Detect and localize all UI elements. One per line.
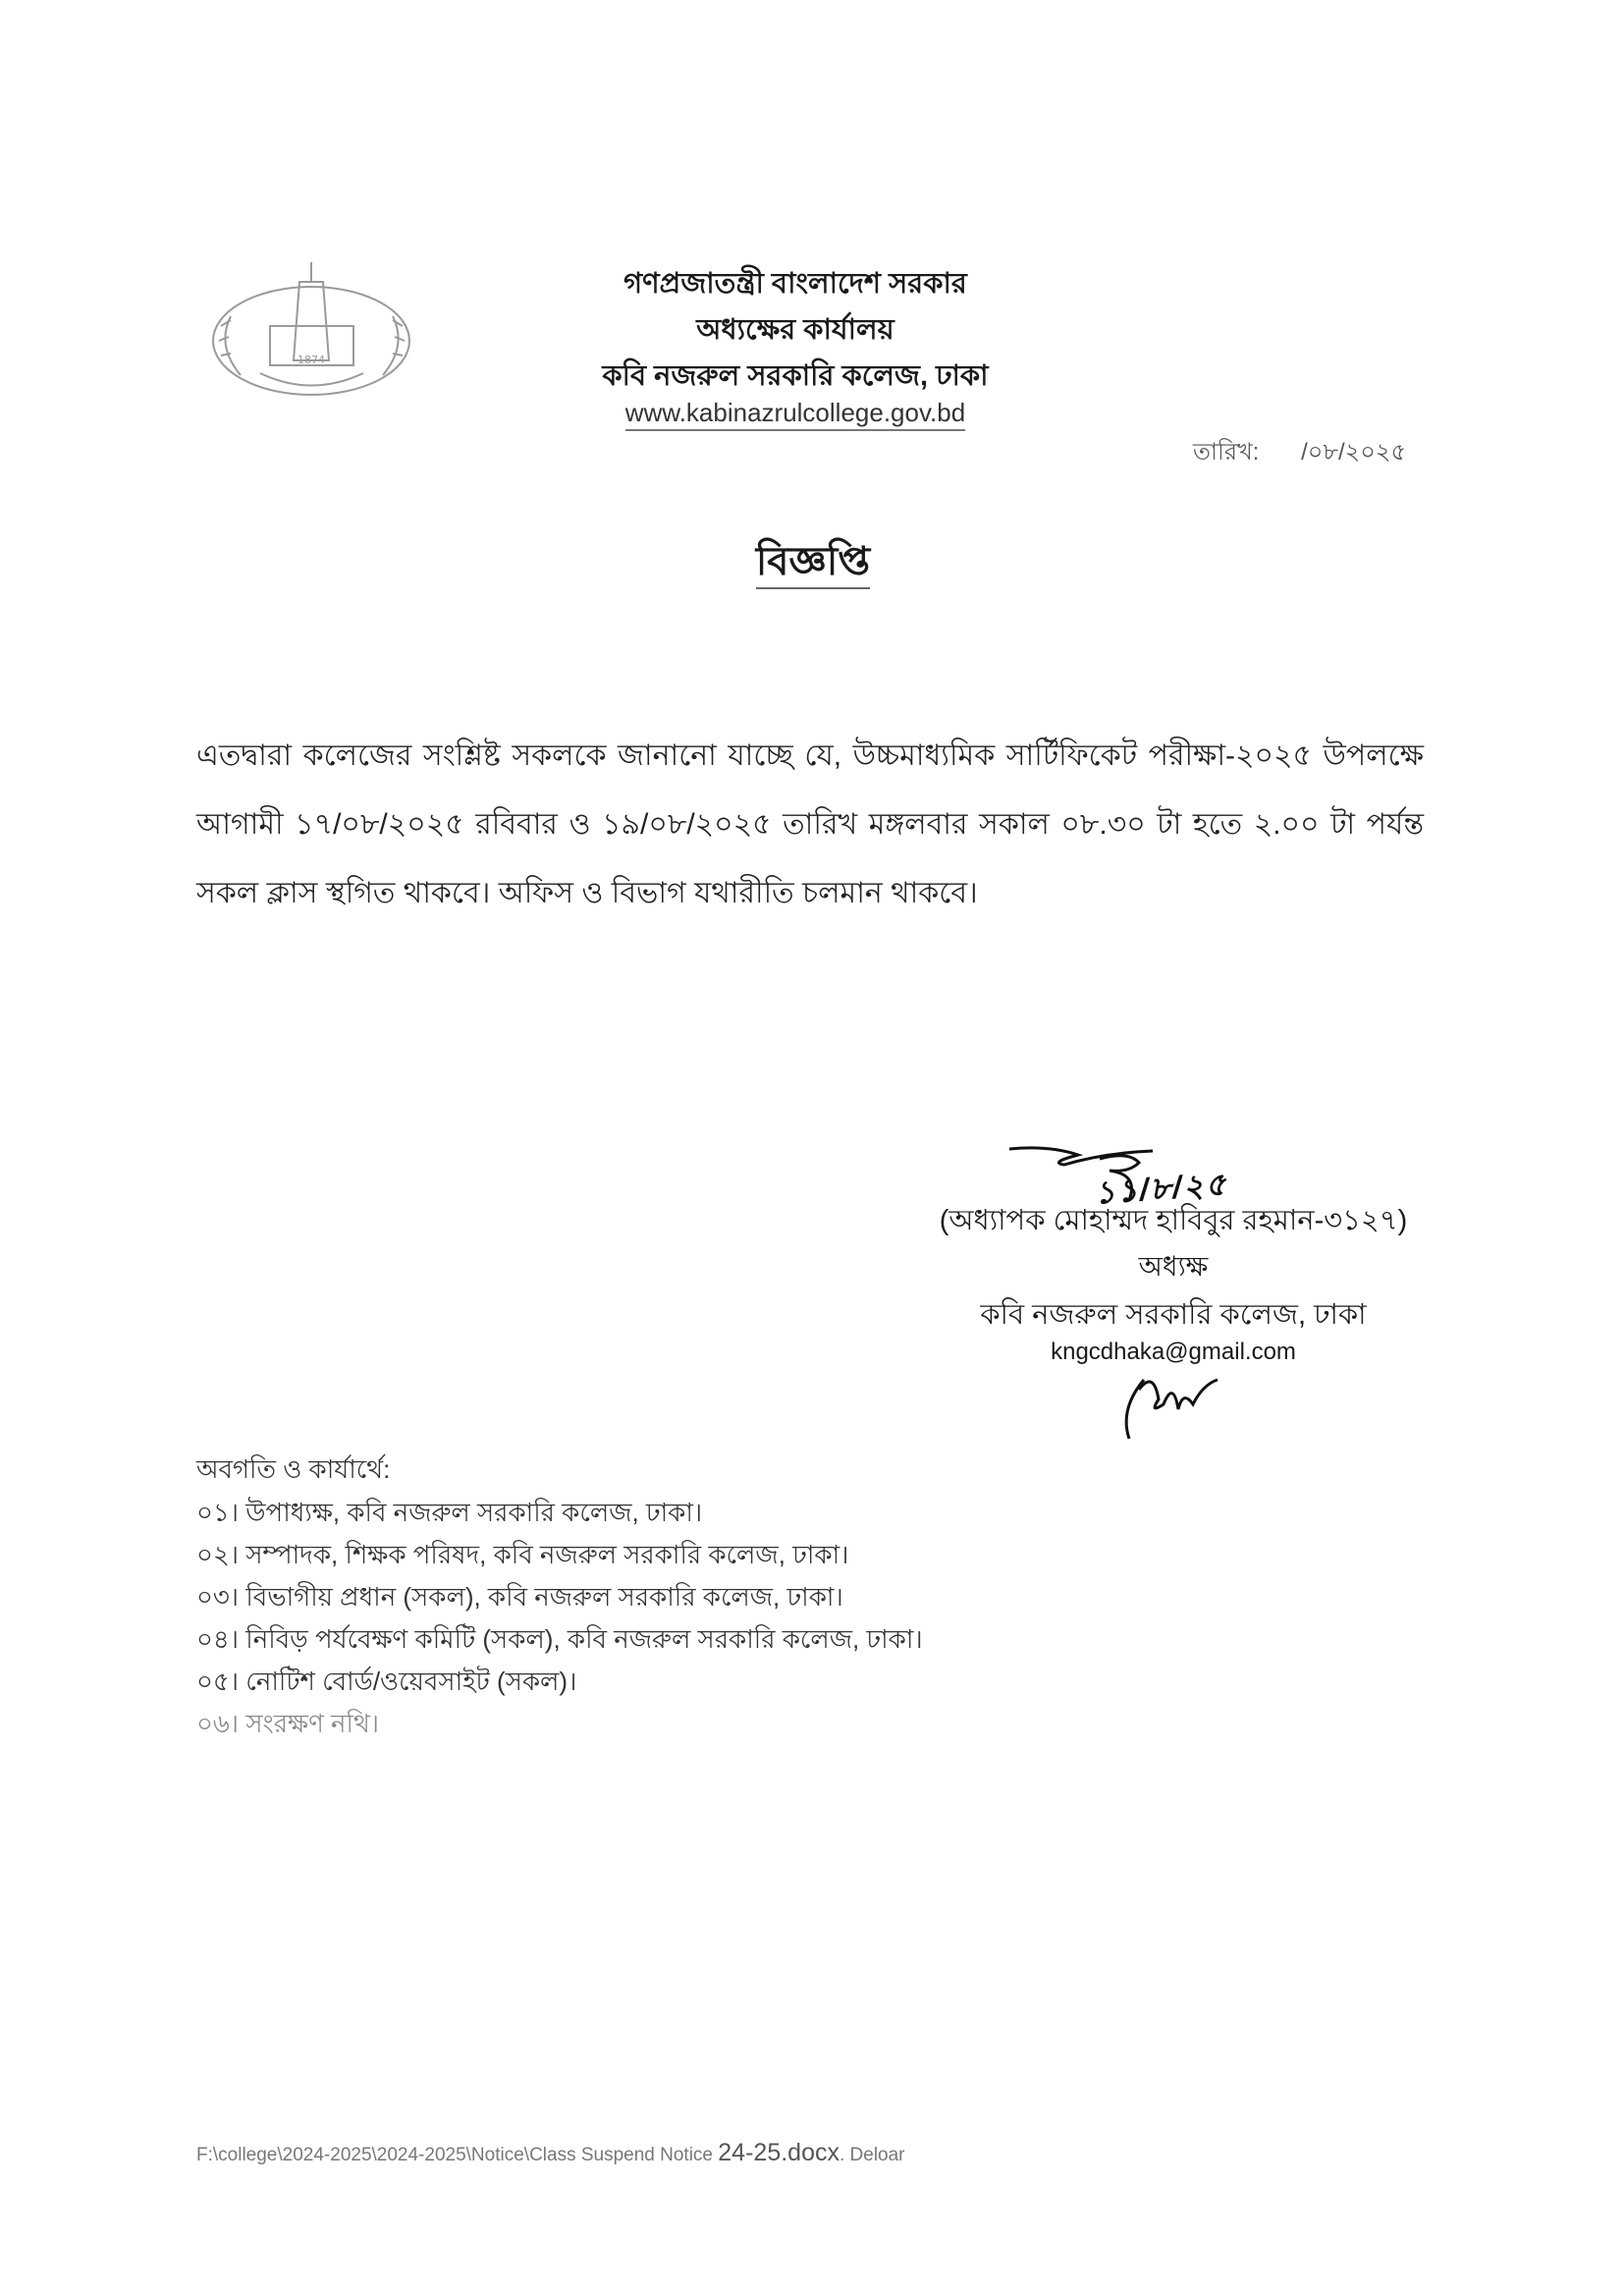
distribution-item-2: ০২। সম্পাদক, শিক্ষক পরিষদ, কবি নজরুল সরকারি কলেজ, ঢাকা। [196,1540,849,1569]
notice-title [687,530,939,596]
initial-signature [1114,1360,1232,1449]
distribution-item-6: ০৬। সংরক্ষণ নথি। [196,1709,380,1738]
date-label: তারিখ: [1193,439,1260,465]
header-website[interactable] [491,398,1100,428]
notice-title-text: বিজ্ঞপ্তি [756,540,870,589]
distribution-item-3: ০৩। বিভাগীয় প্রধান (সকল), কবি নজরুল সরকারি কলেজ, ঢাকা। [196,1582,843,1612]
signatory-designation: অধ্যক্ষ [1138,1251,1209,1282]
body-line-3: সকল ক্লাস স্থগিত থাকবে। অফিস ও বিভাগ যথারীতি চলমান থাকবে। [196,877,978,909]
body-line-1: এতদ্বারা কলেজের সংশ্লিষ্ট সকলকে জানানো যাচ্ছে যে, উচ্চমাধ্যমিক সার্টিফিকেট পরীক্ষা-২০২৫ উপলক্ষে [196,739,1424,772]
footer-file: 24-25.docx [718,2139,839,2166]
svg-text:1874: 1874 [298,354,325,366]
date-field [1193,434,1406,473]
signature-date: ১১/৮/২৫ [1093,1166,1229,1211]
body-line-2: আগামী ১৭/০৮/২০২৫ রবিবার ও ১৯/০৮/২০২৫ তারিখ মঙ্গলবার সকাল ০৮.৩০ টা হতে ২.০০ টা পর্যন্ত [196,808,1424,841]
website-link[interactable]: www.kabinazrulcollege.gov.bd [625,398,965,431]
signatory-email[interactable]: kngcdhaka@gmail.com [1051,1339,1296,1365]
distribution-item-4: ০৪। নিবিড় পর্যবেক্ষণ কমিটি (সকল), কবি নজরুল সরকারি কলেজ, ঢাকা। [196,1624,923,1654]
distribution-item-5: ০৫। নোটিশ বোর্ড/ওয়েবসাইট (সকল)। [196,1667,577,1696]
footer-path: F:\college\2024-2025\2024-2025\Notice\Class Suspend Notice [196,2145,719,2165]
distribution-heading: অবগতি ও কার্যার্থে: [196,1454,391,1484]
college-logo [201,257,422,405]
distribution-item-1: ০১। উপাধ্যক্ষ, কবি নজরুল সরকারি কলেজ, ঢাকা। [196,1498,703,1527]
signatory-name: (অধ্যাপক মোহাম্মদ হাবিবুর রহমান-৩১২৭) [939,1205,1408,1236]
signatory-college: কবি নজরুল সরকারি কলেজ, ঢাকা [980,1299,1367,1331]
file-path-footer [196,2139,905,2167]
header-office: অধ্যক্ষের কার্যালয় [696,314,894,346]
footer-suffix: . Deloar [839,2145,905,2165]
header-government: গণপ্রজাতন্ত্রী বাংলাদেশ সরকার [623,268,967,300]
header-college: কবি নজরুল সরকারি কলেজ, ঢাকা [602,360,989,392]
date-value: /০৮/২০২৫ [1301,439,1407,465]
